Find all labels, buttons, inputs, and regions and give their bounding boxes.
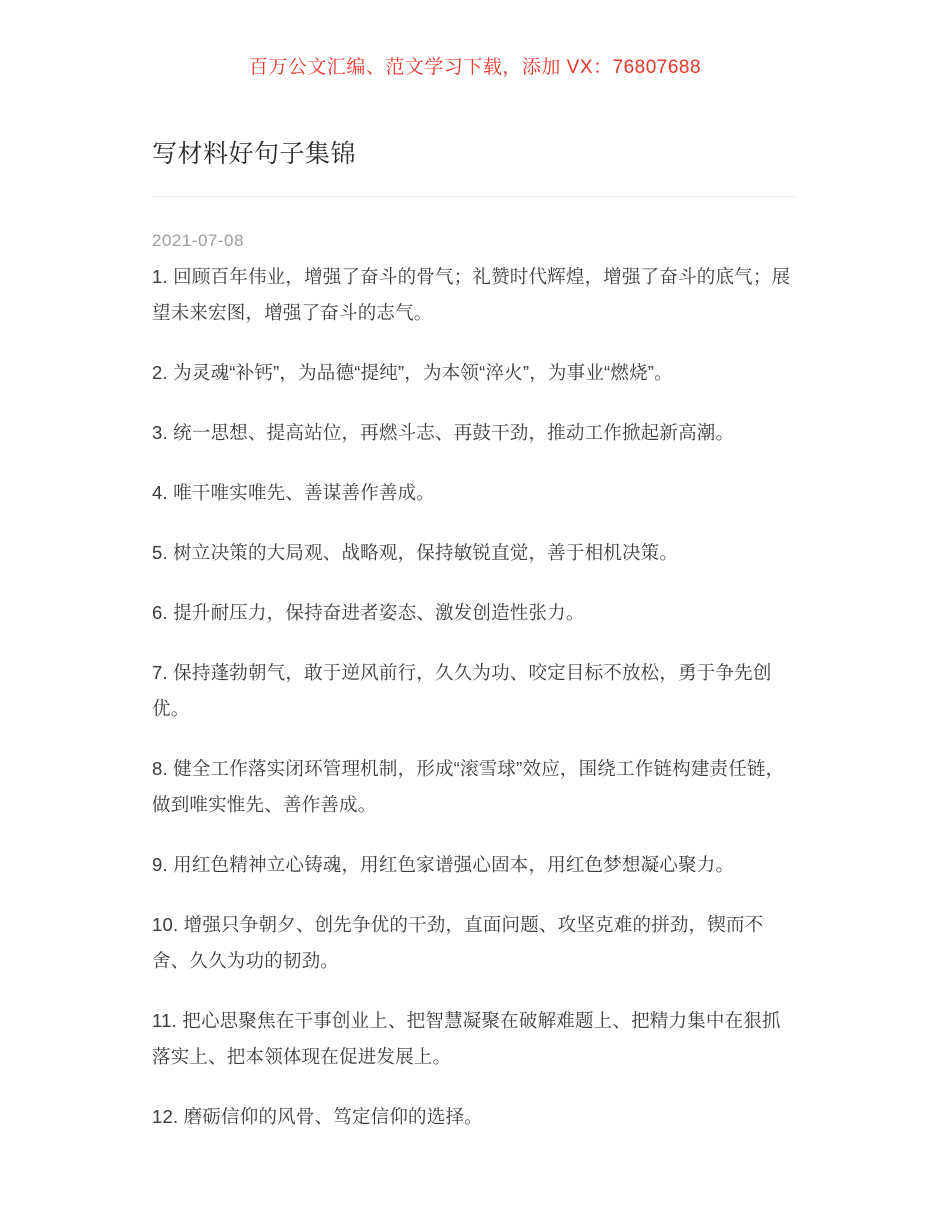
paragraph: 11. 把心思聚焦在干事创业上、把智慧凝聚在破解难题上、把精力集中在狠抓落实上、把本领体现在促进发展上。 [152, 1010, 781, 1067]
page-title: 写材料好句子集锦 [152, 140, 357, 168]
paragraph: 1. 回顾百年伟业，增强了奋斗的骨气；礼赞时代辉煌，增强了奋斗的底气；展望未来宏图，增强了奋斗的志气。 [152, 266, 791, 323]
promo-banner: 百万公文汇编、范文学习下载，添加 VX：76807688 [248, 57, 702, 78]
paragraph: 5. 树立决策的大局观、战略观，保持敏锐直觉，善于相机决策。 [152, 542, 679, 563]
paragraph: 6. 提升耐压力，保持奋进者姿态、激发创造性张力。 [152, 602, 585, 623]
paragraph: 8. 健全工作落实闭环管理机制，形成“滚雪球”效应，围绕工作链构建责任链，做到唯实惟先、善作善成。 [152, 758, 785, 815]
document-content [0, 134, 950, 1135]
document-date: 2021-07-08 [152, 231, 244, 250]
paragraph: 9. 用红色精神立心铸魂，用红色家谱强心固本，用红色梦想凝心聚力。 [152, 854, 735, 875]
paragraph: 10. 增强只争朝夕、创先争优的干劲，直面问题、攻坚克难的拼劲，锲而不舍、久久为功的韧劲。 [152, 914, 764, 971]
paragraph: 12. 磨砺信仰的风骨、笃定信仰的选择。 [152, 1106, 483, 1127]
paragraph: 7. 保持蓬勃朝气，敢于逆风前行，久久为功、咬定目标不放松，勇于争先创优。 [152, 662, 772, 719]
paragraph: 3. 统一思想、提高站位，再燃斗志、再鼓干劲，推动工作掀起新高潮。 [152, 422, 735, 443]
title-divider [152, 196, 798, 197]
paragraph: 2. 为灵魂“补钙”，为品德“提纯”，为本领“淬火”，为事业“燃烧”。 [152, 362, 673, 383]
paragraph: 4. 唯干唯实唯先、善谋善作善成。 [152, 482, 435, 503]
